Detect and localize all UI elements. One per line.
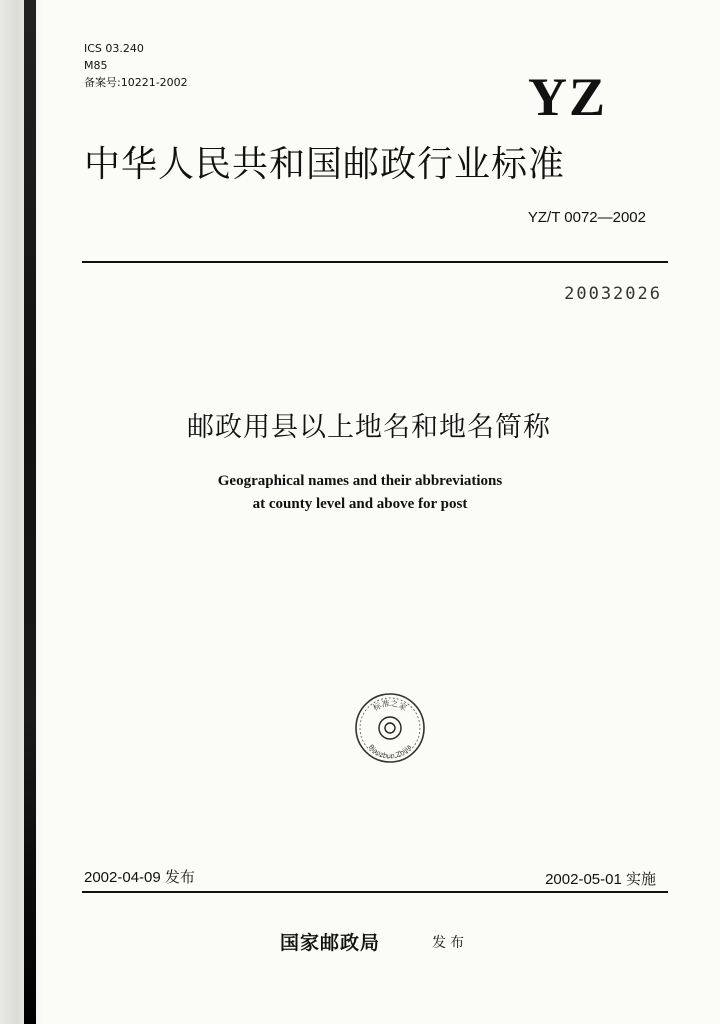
title-english-line-2: at county level and above for post bbox=[252, 496, 468, 512]
standard-title: 中华人民共和国邮政行业标准 bbox=[84, 144, 566, 185]
document-title-english bbox=[0, 470, 720, 516]
seal-stamp-icon bbox=[350, 688, 430, 768]
filing-number: 备案号:10221-2002 bbox=[84, 76, 188, 89]
title-english-line-1: Geographical names and their abbreviations bbox=[217, 473, 503, 489]
publisher-name: 国家邮政局 bbox=[280, 932, 381, 954]
ics-code: ICS 03.240 bbox=[84, 42, 144, 55]
bottom-divider bbox=[82, 891, 668, 893]
implementation-date: 2002-05-01 实施 bbox=[545, 871, 656, 888]
stamp-text-bottom: Biaozhun Zhijia bbox=[366, 742, 414, 761]
record-number: 20032026 bbox=[564, 284, 662, 304]
brand-mark: YZ bbox=[528, 67, 608, 127]
top-divider bbox=[82, 261, 668, 263]
stamp-text-top: 标准之家 bbox=[371, 698, 409, 713]
classification-code: M85 bbox=[84, 59, 108, 72]
issue-date: 2002-04-09 发布 bbox=[84, 869, 195, 886]
document-title-chinese: 邮政用县以上地名和地名简称 bbox=[187, 412, 551, 443]
publish-label: 发布 bbox=[432, 935, 468, 951]
standard-code: YZ/T 0072—2002 bbox=[527, 209, 646, 226]
